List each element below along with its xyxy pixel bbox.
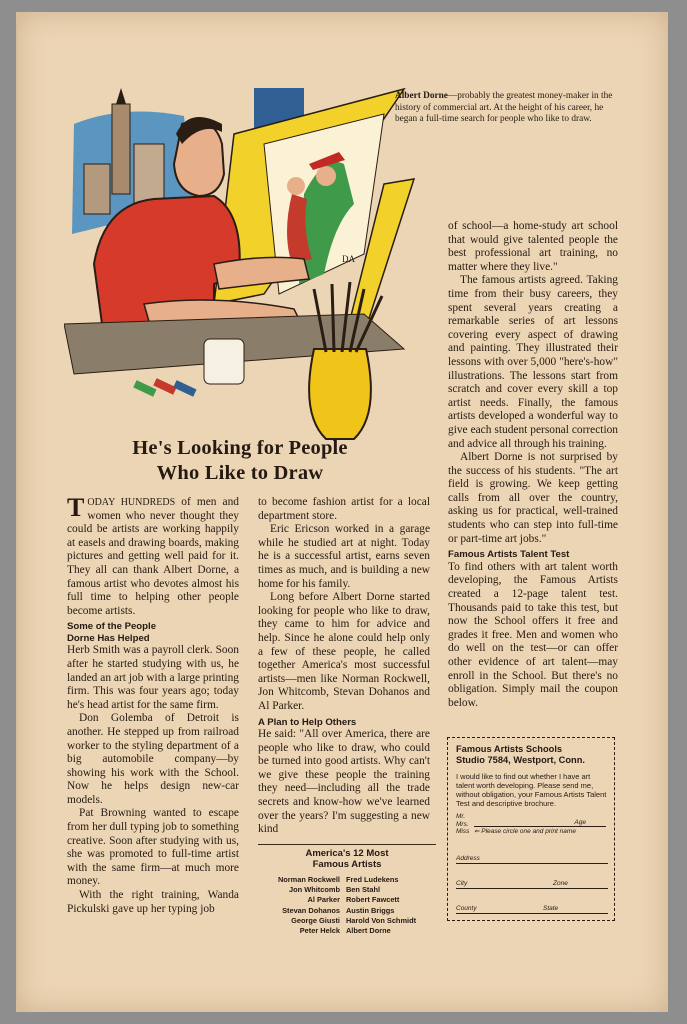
subheading-line: Some of the People xyxy=(67,621,157,633)
brush-jar xyxy=(309,349,371,439)
article-column-3 xyxy=(448,220,618,710)
artist-name: Al Parker xyxy=(307,895,340,905)
article-column-1 xyxy=(67,493,240,916)
paragraph: Don Golemba of Detroit is another. He stepped up from railroad worker to the styling department of a big automobile company—by showing his work with the School. Now he helps design new-car models. xyxy=(67,712,239,806)
zone-label: Zone xyxy=(553,880,568,887)
artist-name: Harold Von Schmidt xyxy=(345,915,417,925)
famous-artists-list xyxy=(258,844,436,936)
paragraph: Herb Smith was a payroll clerk. Soon after he started studying with us, he landed an art job with a large printing firm. This was four years ago; today he's head artist for the same firm. xyxy=(67,644,239,711)
paragraph: Albert Dorne is not surprised by the success of his students. "The art field is growing. We keep getting calls from all over the country, asking us for practical, well-trained students who can step into full-time or part-time art jobs." xyxy=(448,451,618,545)
age-label: Age xyxy=(574,819,586,826)
paint-tubes xyxy=(133,378,196,397)
lead-caps: ODAY HUNDREDS xyxy=(87,497,176,508)
county-label: County xyxy=(456,905,477,912)
city-label: City xyxy=(456,880,468,887)
painted-figure-head xyxy=(287,177,305,195)
intro-text: of men and women who never thought they could be artists are working happily at easels and drawing boards, making pictures and getting well paid for it. They all can thank Albert Dorne, a famous artist who devotes almost his full time to helping other people become artists. xyxy=(67,496,240,617)
subheading-plan: A Plan to Help Others xyxy=(258,716,357,728)
paragraph: The famous artists agreed. Taking time from their busy careers, they spent several years creating a remarkable series of art lessons covering every aspect of drawing and painting. They illustrated their lessons with over 5,000 "here's-how" illustrations. The lessons start from scratch and cover every skill a top artist needs. Finally, the famous artists developed a wonderful way to give each student personal correction and advice all through his training. xyxy=(448,274,618,450)
caption-text: —probably the greatest money-maker in the history of commercial art. At the height of his career, he began a full-time search for people who like to draw. xyxy=(395,91,613,124)
headline xyxy=(90,436,390,486)
age-line[interactable] xyxy=(586,826,606,827)
coupon-body: I would like to find out whether I have art talent worth developing. Please send me, without obligation, your Famous Artists Talent Test and descriptive brochure. xyxy=(456,772,607,808)
illustration-caption xyxy=(395,91,625,126)
state-label: State xyxy=(543,905,559,912)
city-tower xyxy=(112,104,130,194)
address-field[interactable] xyxy=(456,853,608,864)
mail-in-coupon[interactable] xyxy=(447,737,615,921)
address-label: Address xyxy=(456,855,480,862)
intro-paragraph xyxy=(67,493,240,618)
paragraph: To find others with art talent worth developing, the Famous Artists created a 12-page talent test. Thousands paid to take this test, but now the School offers it free and grades it free. Men and women who do well on the test—or can offer other evidence of art talent—may enroll in the School. But there's no obligation. Simply mail the coupon below. xyxy=(448,560,618,709)
title-mr[interactable]: Mr. xyxy=(456,813,466,820)
coupon-school-name: Famous Artists Schools xyxy=(456,744,563,754)
artists-table xyxy=(275,875,419,936)
name-field[interactable] xyxy=(456,813,608,843)
tower-spire xyxy=(116,88,126,104)
caption-name: Albert Dorne xyxy=(395,91,448,101)
paragraph: Long before Albert Dorne started looking for people who like to draw, they came to him for advice and help. Since he alone could help only a few of these people, he called together America's most successful artists—men like Norman Rockwell, Jon Whitcomb, Stevan Dohanos and Al Parker. xyxy=(258,591,430,712)
artist-name: Fred Ludekens xyxy=(345,875,399,884)
county-state-field[interactable] xyxy=(456,903,608,914)
instruction-text: ⇐ Please circle one and print name xyxy=(474,828,576,835)
artist-name: Robert Fawcett xyxy=(345,895,400,905)
article-column-2 xyxy=(258,496,430,837)
name-line xyxy=(474,826,586,827)
artist-name: Albert Dorne xyxy=(345,926,391,936)
paragraph: to become fashion artist for a local department store. xyxy=(258,496,430,522)
comic-back-cover-page xyxy=(16,12,668,1012)
headline-line-2: Who Like to Draw xyxy=(156,462,324,484)
paint-tins xyxy=(204,339,244,384)
instruction-label: Please circle one and print name xyxy=(481,828,576,835)
artists-title-line-1: America's 12 Most xyxy=(305,848,389,859)
artist-name: Jon Whitcomb xyxy=(289,885,340,895)
subheading-line: Dorne Has Helped xyxy=(67,632,150,644)
albert-dorne-illustration xyxy=(64,84,444,449)
artist-name: George Giusti xyxy=(291,915,340,925)
artist-name: Peter Helck xyxy=(299,926,340,936)
paragraph: With the right training, Wanda Pickulski gave up her typing job xyxy=(67,889,239,915)
subheading-people-helped xyxy=(67,621,239,644)
artist-name: Norman Rockwell xyxy=(277,875,340,884)
paragraph: of school—a home-study art school that would give talented people the best professional art training, no matter where they live." xyxy=(448,220,618,273)
city-zone-field[interactable] xyxy=(456,878,608,889)
drop-cap: T xyxy=(67,493,85,522)
coupon-studio-address: Studio 7584, Westport, Conn. xyxy=(456,755,585,765)
subheading-talent-test: Famous Artists Talent Test xyxy=(448,549,570,561)
artist-signature: DA xyxy=(342,254,355,264)
page-spine-edge xyxy=(16,12,18,1012)
paragraph: He said: "All over America, there are people who like to draw, who could be turned into good artists. Why can't we give these people the training they need—including all the trade secrets and know-how we've learned over the years? I'm suggesting a new kind xyxy=(258,728,430,836)
artist-name: Ben Stahl xyxy=(345,885,381,895)
title-mrs[interactable]: Mrs. xyxy=(456,820,469,828)
city-building xyxy=(84,164,110,214)
artists-title-line-2: Famous Artists xyxy=(312,859,382,870)
artist-name: Austin Briggs xyxy=(345,905,395,915)
artist-name: Stevan Dohanos xyxy=(282,905,340,915)
paragraph: Pat Browning wanted to escape from her dull typing job to something creative. Soon after studying with us, she was promoted to full-time artist with the same firm—at much more money. xyxy=(67,807,239,888)
headline-line-1: He's Looking for People xyxy=(132,437,348,459)
painted-figure-head xyxy=(316,166,336,186)
paragraph: Eric Ericson worked in a garage while he studied art at night. Today he is a successful artist, earns seven times as much, and is building a new home for his family. xyxy=(258,523,430,590)
city-building xyxy=(134,144,164,204)
title-miss[interactable]: Miss xyxy=(456,828,470,835)
